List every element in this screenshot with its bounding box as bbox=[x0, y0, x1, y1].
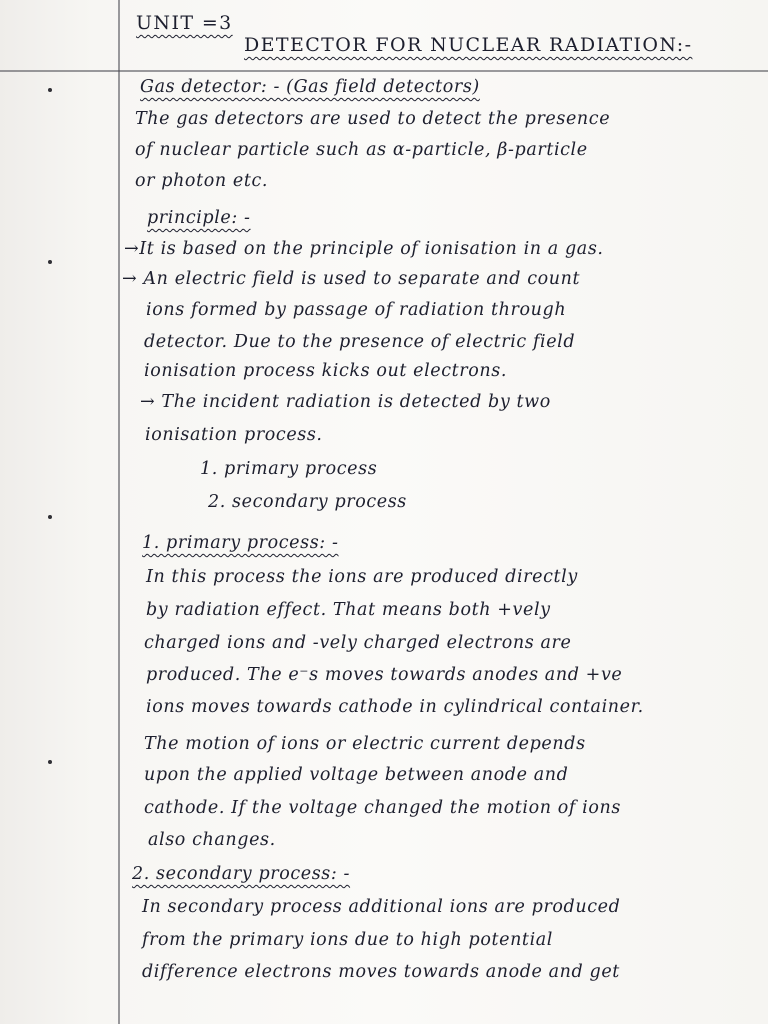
punch-hole bbox=[48, 260, 52, 264]
text-line: cathode. If the voltage changed the motion of ions bbox=[144, 798, 621, 818]
text-line: produced. The e⁻s moves towards anodes and +ve bbox=[146, 665, 623, 685]
text-line: → An electric field is used to separate and count bbox=[122, 269, 581, 289]
punch-hole bbox=[48, 88, 52, 92]
page-title: DETECTOR FOR NUCLEAR RADIATION:- bbox=[244, 34, 693, 56]
text-line: from the primary ions due to high potential bbox=[142, 930, 553, 950]
text-line: difference electrons moves towards anode and get bbox=[142, 962, 620, 982]
margin-line bbox=[118, 0, 120, 1024]
text-line: ions moves towards cathode in cylindrical container. bbox=[146, 697, 644, 717]
text-line: In secondary process additional ions are produced bbox=[142, 897, 621, 917]
section-heading: Gas detector: - (Gas field detectors) bbox=[140, 77, 480, 97]
text-line: ionisation process. bbox=[145, 425, 323, 445]
header-rule bbox=[0, 70, 768, 72]
text-line: or photon etc. bbox=[135, 171, 269, 191]
text-line: → The incident radiation is detected by two bbox=[140, 392, 551, 412]
text-line: also changes. bbox=[148, 830, 276, 850]
text-line: upon the applied voltage between anode and bbox=[144, 765, 569, 785]
text-line: of nuclear particle such as α-particle, β-particle bbox=[135, 140, 588, 160]
text-line: The motion of ions or electric current depends bbox=[144, 734, 586, 754]
text-line: The gas detectors are used to detect the presence bbox=[135, 109, 611, 129]
text-line: charged ions and -vely charged electrons are bbox=[144, 633, 572, 653]
text-line: →It is based on the principle of ionisation in a gas. bbox=[124, 239, 604, 259]
section-heading: principle: - bbox=[147, 208, 251, 228]
punch-hole bbox=[48, 760, 52, 764]
text-line: detector. Due to the presence of electric field bbox=[144, 332, 576, 352]
text-line: by radiation effect. That means both +vely bbox=[146, 600, 551, 620]
unit-label: UNIT =3 bbox=[136, 12, 233, 34]
punch-hole bbox=[48, 515, 52, 519]
section-heading: 2. secondary process: - bbox=[132, 864, 351, 884]
section-heading: 1. primary process: - bbox=[142, 533, 339, 553]
list-item: 2. secondary process bbox=[208, 492, 407, 512]
text-line: In this process the ions are produced directly bbox=[146, 567, 578, 587]
text-line: ions formed by passage of radiation through bbox=[146, 300, 567, 320]
list-item: 1. primary process bbox=[200, 459, 378, 479]
text-line: ionisation process kicks out electrons. bbox=[144, 361, 508, 381]
